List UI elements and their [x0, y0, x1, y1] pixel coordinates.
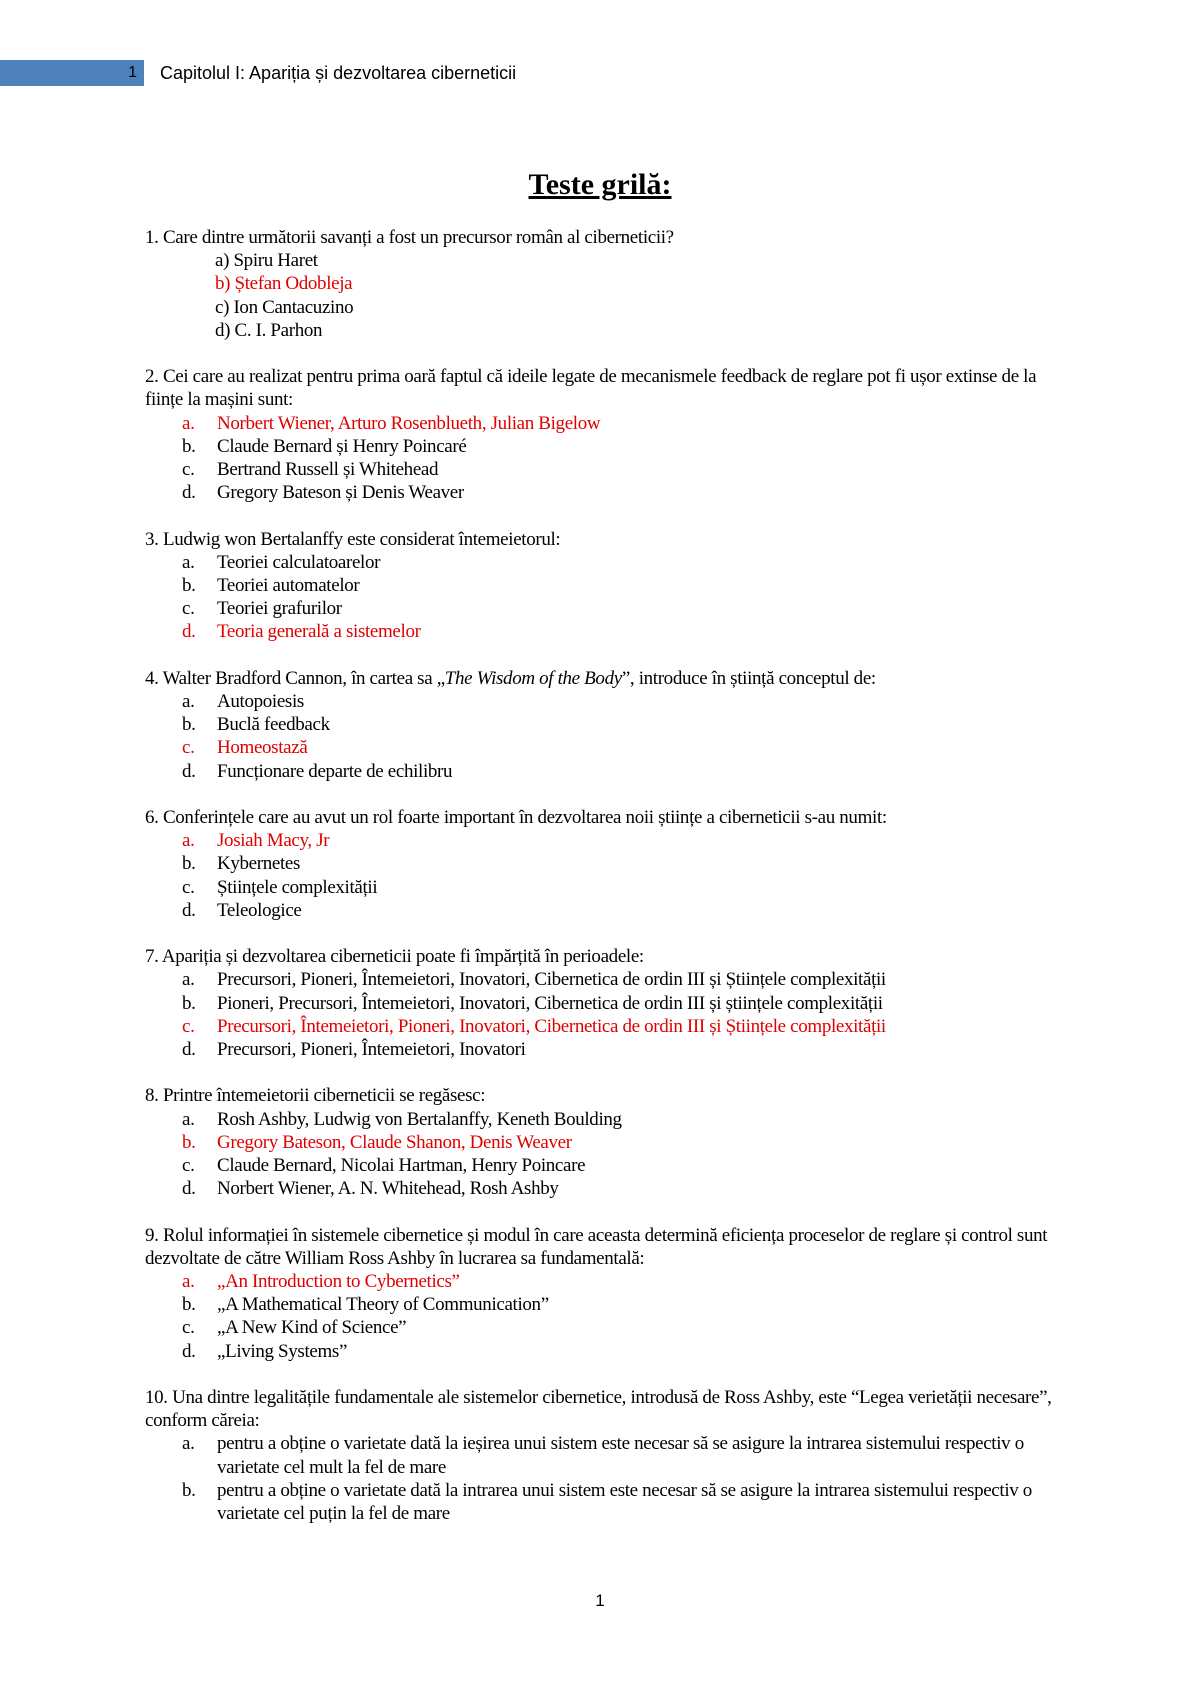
- answer-option: b. Claude Bernard și Henry Poincaré: [182, 435, 467, 457]
- question-text: 1. Care dintre următorii savanți a fost un precursor român al ciberneticii?: [145, 227, 674, 248]
- answer-option: d. Norbert Wiener, A. N. Whitehead, Rosh Ashby: [182, 1178, 559, 1200]
- footer-page-number: 1: [595, 1591, 605, 1610]
- answer-option-correct: a. Josiah Macy, Jr: [182, 830, 330, 852]
- question-2: [145, 365, 1065, 504]
- answer-option: d. Precursori, Pioneri, Întemeietori, Inovatori: [182, 1039, 526, 1061]
- question-text: 8. Printre întemeietorii ciberneticii se regăsesc:: [145, 1085, 486, 1107]
- answer-option: a. Autopoiesis: [182, 691, 304, 713]
- answer-option-correct: c. Precursori, Întemeietori, Pioneri, Inovatori, Cibernetica de ordin III și Științele complexității: [182, 1015, 886, 1037]
- answer-option: c. „A New Kind of Science”: [182, 1317, 407, 1339]
- question-8: [145, 1084, 1065, 1200]
- question-text: 7. Apariția și dezvoltarea ciberneticii poate fi împărțită în perioadele:: [145, 946, 644, 968]
- answer-option: b. Buclă feedback: [182, 714, 330, 736]
- question-7: [145, 945, 1065, 1061]
- page-title: Teste grilă:: [528, 168, 672, 201]
- question-text: 4. Walter Bradford Cannon, în cartea sa „The Wisdom of the Body”, introduce în știință conceptul de:: [145, 667, 876, 689]
- answer-option-correct: a. „An Introduction to Cybernetics”: [182, 1271, 460, 1293]
- answer-option: b. Teoriei automatelor: [182, 575, 360, 597]
- chapter-title: Capitolul I: Apariția și dezvoltarea ciberneticii: [160, 63, 517, 83]
- question-1: [145, 226, 1065, 342]
- answer-option: b. Pioneri, Precursori, Întemeietori, Inovatori, Cibernetica de ordin III și științele complexității: [182, 992, 883, 1014]
- question-text: 10. Una dintre legalitățile fundamentale ale sistemelor cibernetice, introdusă de Ross Ashby, este “Legea verietății necesare”, conform căreia:: [145, 1387, 1052, 1432]
- question-text: 9. Rolul informației în sistemele cibernetice și modul în care aceasta determină eficiența proceselor de reglare și control sunt dezvoltate de către William Ross Ashby în lucrarea sa fundamentală:: [145, 1224, 1048, 1269]
- book-title: The Wisdom of the Body: [444, 667, 622, 689]
- answer-option: a. Teoriei calculatoarelor: [182, 551, 381, 573]
- answer-option: d. Funcționare departe de echilibru: [182, 760, 453, 782]
- answer-option-correct: b) Ștefan Odobleja: [215, 273, 353, 295]
- answer-option: d) C. I. Parhon: [215, 319, 323, 341]
- question-10: [145, 1386, 1065, 1525]
- header-page-number: 1: [128, 64, 137, 81]
- answer-option-correct: c. Homeostază: [182, 737, 308, 759]
- answer-option: c. Teoriei grafurilor: [182, 598, 342, 620]
- answer-option-correct: b. Gregory Bateson, Claude Shanon, Denis Weaver: [182, 1131, 572, 1153]
- answer-option: b. pentru a obține o varietate dată la intrarea unui sistem este necesar să se asigure la intrarea sistemului respectiv o varietate cel puțin la fel de mare: [182, 1479, 1032, 1525]
- answer-option: d. Teleologice: [182, 899, 302, 921]
- answer-option: d. Gregory Bateson și Denis Weaver: [182, 482, 464, 504]
- question-9: [145, 1224, 1065, 1363]
- answer-option: b. Kybernetes: [182, 853, 301, 875]
- answer-option-correct: a. Norbert Wiener, Arturo Rosenblueth, Julian Bigelow: [182, 412, 601, 434]
- answer-option-correct: d. Teoria generală a sistemelor: [182, 621, 421, 643]
- question-3: [145, 528, 1065, 644]
- question-text: 3. Ludwig won Bertalanffy este considerat întemeietorul:: [145, 528, 561, 550]
- answer-option: d. „Living Systems”: [182, 1340, 348, 1362]
- question-text: 2. Cei care au realizat pentru prima oară faptul că ideile legate de mecanismele feedback de reglare pot fi ușor extinse de la ființe la mașini sunt:: [145, 366, 1037, 411]
- answer-option: a. Rosh Ashby, Ludwig von Bertalanffy, Keneth Boulding: [182, 1108, 622, 1130]
- answer-option: b. „A Mathematical Theory of Communication”: [182, 1294, 549, 1316]
- question-6: [145, 806, 1065, 922]
- answer-option: a) Spiru Haret: [215, 250, 318, 272]
- answer-option: c. Claude Bernard, Nicolai Hartman, Henry Poincare: [182, 1155, 586, 1177]
- answer-option: c. Bertrand Russell și Whitehead: [182, 459, 439, 481]
- answer-option: c) Ion Cantacuzino: [215, 296, 354, 318]
- answer-option: a. Precursori, Pioneri, Întemeietori, Inovatori, Cibernetica de ordin III și Științele complexității: [182, 969, 886, 991]
- question-4: [145, 667, 1065, 783]
- answer-option: a. pentru a obține o varietate dată la ieșirea unui sistem este necesar să se asigure la intrarea sistemului respectiv o varietate cel mult la fel de mare: [182, 1433, 1024, 1478]
- questions-list: [145, 226, 1065, 1548]
- question-text: 6. Conferințele care au avut un rol foarte important în dezvoltarea noii științe a ciberneticii s-au numit:: [145, 807, 887, 829]
- answer-option: c. Științele complexității: [182, 876, 378, 898]
